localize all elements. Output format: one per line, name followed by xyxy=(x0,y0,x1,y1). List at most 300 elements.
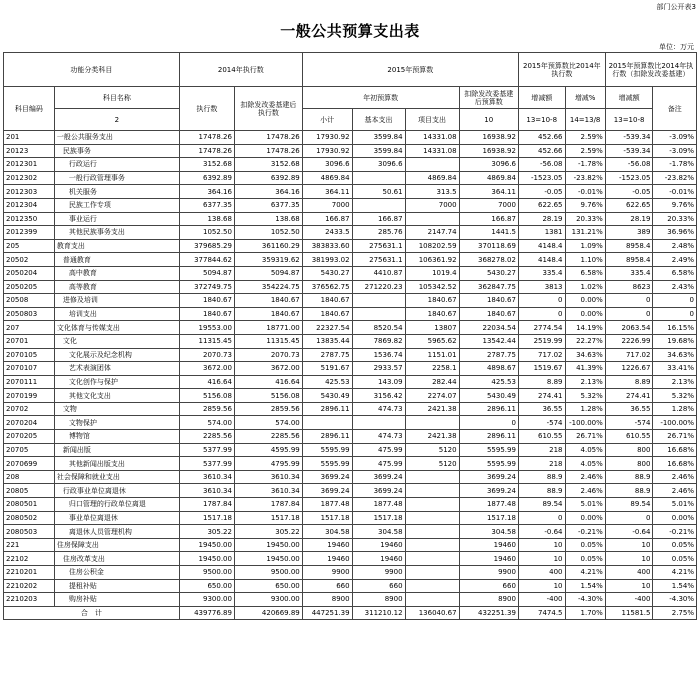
cell-inc2: 8958.4 xyxy=(605,239,653,253)
cell-code: 2070111 xyxy=(4,375,55,389)
cell-subtotal: 22327.54 xyxy=(302,321,352,335)
cell-name: 归口管理的行政单位离退 xyxy=(54,498,179,512)
table-row xyxy=(4,253,697,267)
cell-name: 高等教育 xyxy=(54,280,179,294)
cell-basic: 275631.1 xyxy=(352,239,405,253)
header-note: 备注 xyxy=(653,87,697,131)
cell-name: 民族事务 xyxy=(54,144,179,158)
cell-budget-adj: 1840.67 xyxy=(459,307,518,321)
cell-pct1: 0.05% xyxy=(565,552,605,566)
total-cell-d1: 7474.5 xyxy=(518,606,565,620)
cell-inc2: -400 xyxy=(605,593,653,607)
cell-note: 0.05% xyxy=(653,538,697,552)
cell-basic: 3599.84 xyxy=(352,144,405,158)
cell-pct1: 9.76% xyxy=(565,198,605,212)
cell-inc2: 0 xyxy=(605,294,653,308)
cell-inc2: 8.89 xyxy=(605,375,653,389)
cell-name: 其他民族事务支出 xyxy=(54,226,179,240)
cell-subtotal: 364.11 xyxy=(302,185,352,199)
cell-exec: 138.68 xyxy=(179,212,234,226)
cell-subtotal: 166.87 xyxy=(302,212,352,226)
cell-pct1: 1.28% xyxy=(565,402,605,416)
total-cell-basic: 311210.12 xyxy=(352,606,405,620)
cell-note: 5.01% xyxy=(653,498,697,512)
cell-code: 20123 xyxy=(4,144,55,158)
cell-budget-adj: 5595.99 xyxy=(459,457,518,471)
cell-budget-adj: 5595.99 xyxy=(459,443,518,457)
header-func-class: 功能分类科目 xyxy=(4,53,180,87)
header-initial: 年初预算数 xyxy=(302,87,459,109)
cell-subtotal: 425.53 xyxy=(302,375,352,389)
cell-budget-adj: 7000 xyxy=(459,198,518,212)
cell-name: 离退休人员管理机构 xyxy=(54,525,179,539)
cell-exec-adj: 19450.00 xyxy=(234,552,302,566)
cell-note: 4.21% xyxy=(653,566,697,580)
cell-code: 20805 xyxy=(4,484,55,498)
cell-inc1: 2519.99 xyxy=(518,334,565,348)
cell-inc2: 610.55 xyxy=(605,430,653,444)
cell-inc2: 1226.67 xyxy=(605,362,653,376)
cell-exec: 9500.00 xyxy=(179,566,234,580)
table-row xyxy=(4,131,697,145)
cell-basic: 475.99 xyxy=(352,443,405,457)
table-row xyxy=(4,484,697,498)
cell-exec: 1052.50 xyxy=(179,226,234,240)
cell-exec-adj: 1517.18 xyxy=(234,511,302,525)
header-budget-2015: 2015年预算数 xyxy=(302,53,518,87)
cell-inc1: 610.55 xyxy=(518,430,565,444)
cell-basic: 474.73 xyxy=(352,430,405,444)
cell-budget-adj: 19460 xyxy=(459,538,518,552)
table-row xyxy=(4,566,697,580)
cell-basic: 475.99 xyxy=(352,457,405,471)
cell-budget-adj: 16938.92 xyxy=(459,144,518,158)
cell-subtotal: 660 xyxy=(302,579,352,593)
cell-note: 26.71% xyxy=(653,430,697,444)
cell-pct1: 2.46% xyxy=(565,470,605,484)
cell-code: 2050205 xyxy=(4,280,55,294)
cell-inc1: 1381 xyxy=(518,226,565,240)
cell-subtotal: 8900 xyxy=(302,593,352,607)
cell-pct1: 1.09% xyxy=(565,239,605,253)
cell-subtotal: 5595.99 xyxy=(302,457,352,471)
cell-code: 2070107 xyxy=(4,362,55,376)
cell-inc2: 36.55 xyxy=(605,402,653,416)
cell-name: 教育支出 xyxy=(54,239,179,253)
cell-subtotal: 2433.5 xyxy=(302,226,352,240)
cell-project: 108202.59 xyxy=(405,239,459,253)
cell-basic: 285.76 xyxy=(352,226,405,240)
table-row xyxy=(4,402,697,416)
cell-inc1: 8.89 xyxy=(518,375,565,389)
cell-basic: 660 xyxy=(352,579,405,593)
cell-exec-adj: 9500.00 xyxy=(234,566,302,580)
total-cell-exec: 439776.89 xyxy=(179,606,234,620)
cell-exec-adj: 650.00 xyxy=(234,579,302,593)
cell-exec-adj: 9300.00 xyxy=(234,593,302,607)
header-name: 科目名称 xyxy=(54,87,179,109)
table-row xyxy=(4,239,697,253)
cell-pct1: -4.30% xyxy=(565,593,605,607)
cell-code: 20502 xyxy=(4,253,55,267)
cell-basic: 3096.6 xyxy=(352,158,405,172)
cell-code: 2012303 xyxy=(4,185,55,199)
cell-pct1: 14.19% xyxy=(565,321,605,335)
table-row xyxy=(4,375,697,389)
table-row xyxy=(4,171,697,185)
header-inc1: 增减额 xyxy=(518,87,565,109)
cell-exec-adj: 1787.84 xyxy=(234,498,302,512)
cell-subtotal: 3096.6 xyxy=(302,158,352,172)
header-budget-adj: 扣除发改委基建后预算数 xyxy=(459,87,518,109)
cell-budget-adj: 9900 xyxy=(459,566,518,580)
table-row xyxy=(4,498,697,512)
table-row xyxy=(4,158,697,172)
cell-code: 2070204 xyxy=(4,416,55,430)
cell-subtotal: 17930.92 xyxy=(302,131,352,145)
cell-exec: 416.64 xyxy=(179,375,234,389)
cell-exec-adj: 3672.00 xyxy=(234,362,302,376)
header-col-2: 2 xyxy=(54,109,179,131)
cell-basic: 271220.23 xyxy=(352,280,405,294)
cell-note: 0.00% xyxy=(653,511,697,525)
cell-pct1: 34.63% xyxy=(565,348,605,362)
cell-project xyxy=(405,552,459,566)
cell-note: 2.49% xyxy=(653,253,697,267)
cell-basic xyxy=(352,416,405,430)
cell-exec-adj: 6377.35 xyxy=(234,198,302,212)
cell-exec: 3672.00 xyxy=(179,362,234,376)
cell-pct1: 26.71% xyxy=(565,430,605,444)
cell-exec: 574.00 xyxy=(179,416,234,430)
cell-code: 2012399 xyxy=(4,226,55,240)
cell-name: 一般行政管理事务 xyxy=(54,171,179,185)
cell-budget-adj: 1840.67 xyxy=(459,294,518,308)
cell-budget-adj: 13542.44 xyxy=(459,334,518,348)
cell-project: 5120 xyxy=(405,457,459,471)
cell-exec: 5377.99 xyxy=(179,457,234,471)
table-row xyxy=(4,348,697,362)
cell-inc1: 1519.67 xyxy=(518,362,565,376)
cell-name: 新闻出版 xyxy=(54,443,179,457)
cell-subtotal: 381993.02 xyxy=(302,253,352,267)
cell-basic: 3699.24 xyxy=(352,470,405,484)
cell-inc1: 274.41 xyxy=(518,389,565,403)
cell-pct1: -100.00% xyxy=(565,416,605,430)
table-row xyxy=(4,226,697,240)
total-cell-proj: 136040.67 xyxy=(405,606,459,620)
cell-code: 2012350 xyxy=(4,212,55,226)
header-col-10: 10 xyxy=(459,109,518,131)
cell-exec: 5377.99 xyxy=(179,443,234,457)
cell-exec-adj: 2070.73 xyxy=(234,348,302,362)
cell-exec-adj: 19450.00 xyxy=(234,538,302,552)
cell-project: 106361.92 xyxy=(405,253,459,267)
total-row xyxy=(4,606,697,620)
table-row xyxy=(4,144,697,158)
cell-project: 2421.38 xyxy=(405,402,459,416)
cell-inc2: 400 xyxy=(605,566,653,580)
cell-subtotal: 304.58 xyxy=(302,525,352,539)
cell-exec-adj: 5094.87 xyxy=(234,266,302,280)
cell-budget-adj: 4869.84 xyxy=(459,171,518,185)
cell-pct1: 20.33% xyxy=(565,212,605,226)
table-row xyxy=(4,538,697,552)
cell-name: 高中教育 xyxy=(54,266,179,280)
cell-note: 2.46% xyxy=(653,470,697,484)
cell-pct1: 4.21% xyxy=(565,566,605,580)
cell-basic: 50.61 xyxy=(352,185,405,199)
cell-inc1: -0.05 xyxy=(518,185,565,199)
cell-project: 2421.38 xyxy=(405,430,459,444)
cell-code: 208 xyxy=(4,470,55,484)
cell-project: 7000 xyxy=(405,198,459,212)
header-code: 科目编码 xyxy=(4,87,55,131)
cell-exec-adj: 3610.34 xyxy=(234,470,302,484)
cell-note: -0.01% xyxy=(653,185,697,199)
cell-basic: 3699.24 xyxy=(352,484,405,498)
cell-subtotal: 2896.11 xyxy=(302,430,352,444)
cell-pct1: 4.05% xyxy=(565,457,605,471)
cell-budget-adj: 425.53 xyxy=(459,375,518,389)
cell-exec: 19553.00 xyxy=(179,321,234,335)
cell-budget-adj: 1877.48 xyxy=(459,498,518,512)
header-exec-adj: 扣除发改委基建后执行数 xyxy=(234,87,302,131)
cell-code: 2080503 xyxy=(4,525,55,539)
cell-exec-adj: 6392.89 xyxy=(234,171,302,185)
cell-budget-adj: 8900 xyxy=(459,593,518,607)
cell-basic: 19460 xyxy=(352,538,405,552)
cell-inc2: -56.08 xyxy=(605,158,653,172)
cell-project xyxy=(405,498,459,512)
cell-code: 2012301 xyxy=(4,158,55,172)
cell-inc1: 88.9 xyxy=(518,470,565,484)
cell-basic: 8520.54 xyxy=(352,321,405,335)
cell-note: 0 xyxy=(653,307,697,321)
cell-inc1: 622.65 xyxy=(518,198,565,212)
cell-note: 2.13% xyxy=(653,375,697,389)
cell-code: 22102 xyxy=(4,552,55,566)
cell-pct1: -23.82% xyxy=(565,171,605,185)
total-label: 合 计 xyxy=(4,606,180,620)
table-row xyxy=(4,593,697,607)
cell-basic xyxy=(352,198,405,212)
cell-inc2: -539.34 xyxy=(605,131,653,145)
cell-code: 20508 xyxy=(4,294,55,308)
header-formula-13b: 13=10-8 xyxy=(605,109,653,131)
cell-pct1: 0.00% xyxy=(565,511,605,525)
table-row xyxy=(4,321,697,335)
cell-code: 2070205 xyxy=(4,430,55,444)
cell-basic: 1517.18 xyxy=(352,511,405,525)
table-row xyxy=(4,294,697,308)
cell-budget-adj: 22034.54 xyxy=(459,321,518,335)
cell-code: 2070105 xyxy=(4,348,55,362)
cell-subtotal: 19460 xyxy=(302,538,352,552)
cell-project: 1840.67 xyxy=(405,307,459,321)
table-row xyxy=(4,307,697,321)
cell-exec: 11315.45 xyxy=(179,334,234,348)
cell-inc1: 218 xyxy=(518,457,565,471)
cell-subtotal: 1840.67 xyxy=(302,307,352,321)
table-row xyxy=(4,334,697,348)
table-row xyxy=(4,185,697,199)
cell-inc1: 88.9 xyxy=(518,484,565,498)
cell-inc1: 2774.54 xyxy=(518,321,565,335)
cell-inc2: 10 xyxy=(605,579,653,593)
cell-note: 2.43% xyxy=(653,280,697,294)
header-basic: 基本支出 xyxy=(352,109,405,131)
table-row xyxy=(4,212,697,226)
cell-project: 282.44 xyxy=(405,375,459,389)
cell-exec-adj: 17478.26 xyxy=(234,144,302,158)
cell-code: 2050803 xyxy=(4,307,55,321)
cell-code: 2012304 xyxy=(4,198,55,212)
cell-code: 2080501 xyxy=(4,498,55,512)
cell-project xyxy=(405,538,459,552)
cell-exec: 377844.62 xyxy=(179,253,234,267)
cell-budget-adj: 660 xyxy=(459,579,518,593)
cell-subtotal: 3699.24 xyxy=(302,484,352,498)
cell-basic: 304.58 xyxy=(352,525,405,539)
table-row xyxy=(4,552,697,566)
cell-code: 20705 xyxy=(4,443,55,457)
cell-exec: 6377.35 xyxy=(179,198,234,212)
table-row xyxy=(4,416,697,430)
total-cell-d2: 11581.5 xyxy=(605,606,653,620)
cell-code: 20702 xyxy=(4,402,55,416)
total-cell-note: 2.75% xyxy=(653,606,697,620)
cell-exec-adj: 3152.68 xyxy=(234,158,302,172)
table-row xyxy=(4,280,697,294)
cell-name: 文化 xyxy=(54,334,179,348)
cell-name: 进修及培训 xyxy=(54,294,179,308)
cell-exec-adj: 5156.08 xyxy=(234,389,302,403)
cell-exec-adj: 305.22 xyxy=(234,525,302,539)
cell-exec: 379685.29 xyxy=(179,239,234,253)
cell-name: 博物馆 xyxy=(54,430,179,444)
cell-subtotal: 13835.44 xyxy=(302,334,352,348)
cell-budget-adj: 16938.92 xyxy=(459,131,518,145)
cell-note: -4.30% xyxy=(653,593,697,607)
cell-pct1: 2.59% xyxy=(565,144,605,158)
cell-exec-adj: 138.68 xyxy=(234,212,302,226)
cell-project: 5965.62 xyxy=(405,334,459,348)
cell-name: 住房改革支出 xyxy=(54,552,179,566)
cell-note: -3.09% xyxy=(653,144,697,158)
cell-basic: 19460 xyxy=(352,552,405,566)
cell-code: 2210201 xyxy=(4,566,55,580)
cell-subtotal: 5191.67 xyxy=(302,362,352,376)
cell-exec-adj: 364.16 xyxy=(234,185,302,199)
cell-name: 社会保障和就业支出 xyxy=(54,470,179,484)
cell-inc2: 0 xyxy=(605,511,653,525)
cell-inc1: 0 xyxy=(518,294,565,308)
cell-basic xyxy=(352,307,405,321)
cell-note: 2.46% xyxy=(653,484,697,498)
cell-inc1: 28.19 xyxy=(518,212,565,226)
cell-inc1: 10 xyxy=(518,579,565,593)
cell-budget-adj: 5430.49 xyxy=(459,389,518,403)
cell-inc2: -1523.05 xyxy=(605,171,653,185)
cell-basic: 8900 xyxy=(352,593,405,607)
cell-inc2: 8958.4 xyxy=(605,253,653,267)
page-title: 一般公共预算支出表 xyxy=(280,22,420,40)
cell-budget-adj: 370118.69 xyxy=(459,239,518,253)
cell-inc2: 10 xyxy=(605,538,653,552)
cell-note: 33.41% xyxy=(653,362,697,376)
cell-code: 205 xyxy=(4,239,55,253)
cell-pct1: 2.59% xyxy=(565,131,605,145)
cell-project: 2274.07 xyxy=(405,389,459,403)
cell-exec: 5094.87 xyxy=(179,266,234,280)
cell-pct1: 41.39% xyxy=(565,362,605,376)
cell-note: 36.96% xyxy=(653,226,697,240)
cell-subtotal: 5430.27 xyxy=(302,266,352,280)
header-exec: 执行数 xyxy=(179,87,234,131)
cell-project xyxy=(405,579,459,593)
cell-exec-adj: 416.64 xyxy=(234,375,302,389)
cell-exec: 2070.73 xyxy=(179,348,234,362)
cell-name: 文化展示及纪念机构 xyxy=(54,348,179,362)
cell-pct1: 4.05% xyxy=(565,443,605,457)
cell-pct1: 6.58% xyxy=(565,266,605,280)
cell-subtotal: 1877.48 xyxy=(302,498,352,512)
cell-subtotal: 2896.11 xyxy=(302,402,352,416)
table-number-label: 部门公开表3 xyxy=(656,3,696,11)
cell-exec-adj: 18771.00 xyxy=(234,321,302,335)
cell-inc1: 4148.4 xyxy=(518,253,565,267)
cell-inc2: 2063.54 xyxy=(605,321,653,335)
cell-project: 5120 xyxy=(405,443,459,457)
cell-subtotal xyxy=(302,416,352,430)
cell-exec: 5156.08 xyxy=(179,389,234,403)
header-formula-13: 13=10-8 xyxy=(518,109,565,131)
cell-inc1: 0 xyxy=(518,307,565,321)
cell-name: 其他文化支出 xyxy=(54,389,179,403)
cell-inc2: 800 xyxy=(605,443,653,457)
cell-name: 一般公共服务支出 xyxy=(54,131,179,145)
cell-basic: 1536.74 xyxy=(352,348,405,362)
cell-note: -100.00% xyxy=(653,416,697,430)
cell-note: 16.68% xyxy=(653,443,697,457)
cell-budget-adj: 1441.5 xyxy=(459,226,518,240)
cell-inc2: 0 xyxy=(605,307,653,321)
cell-name: 其他新闻出版支出 xyxy=(54,457,179,471)
cell-exec: 1787.84 xyxy=(179,498,234,512)
cell-name: 住房保障支出 xyxy=(54,538,179,552)
cell-inc2: -539.34 xyxy=(605,144,653,158)
cell-inc1: 452.66 xyxy=(518,131,565,145)
cell-exec: 19450.00 xyxy=(179,538,234,552)
cell-exec: 3152.68 xyxy=(179,158,234,172)
cell-project: 313.5 xyxy=(405,185,459,199)
cell-inc2: -574 xyxy=(605,416,653,430)
table-row xyxy=(4,198,697,212)
cell-pct1: 1.02% xyxy=(565,280,605,294)
cell-exec: 364.16 xyxy=(179,185,234,199)
cell-inc2: 274.41 xyxy=(605,389,653,403)
cell-project xyxy=(405,511,459,525)
cell-inc2: -0.64 xyxy=(605,525,653,539)
cell-code: 2012302 xyxy=(4,171,55,185)
cell-note: 1.54% xyxy=(653,579,697,593)
table-row xyxy=(4,443,697,457)
cell-code: 2070199 xyxy=(4,389,55,403)
cell-basic: 3599.84 xyxy=(352,131,405,145)
cell-exec-adj: 2859.56 xyxy=(234,402,302,416)
cell-inc2: 335.4 xyxy=(605,266,653,280)
